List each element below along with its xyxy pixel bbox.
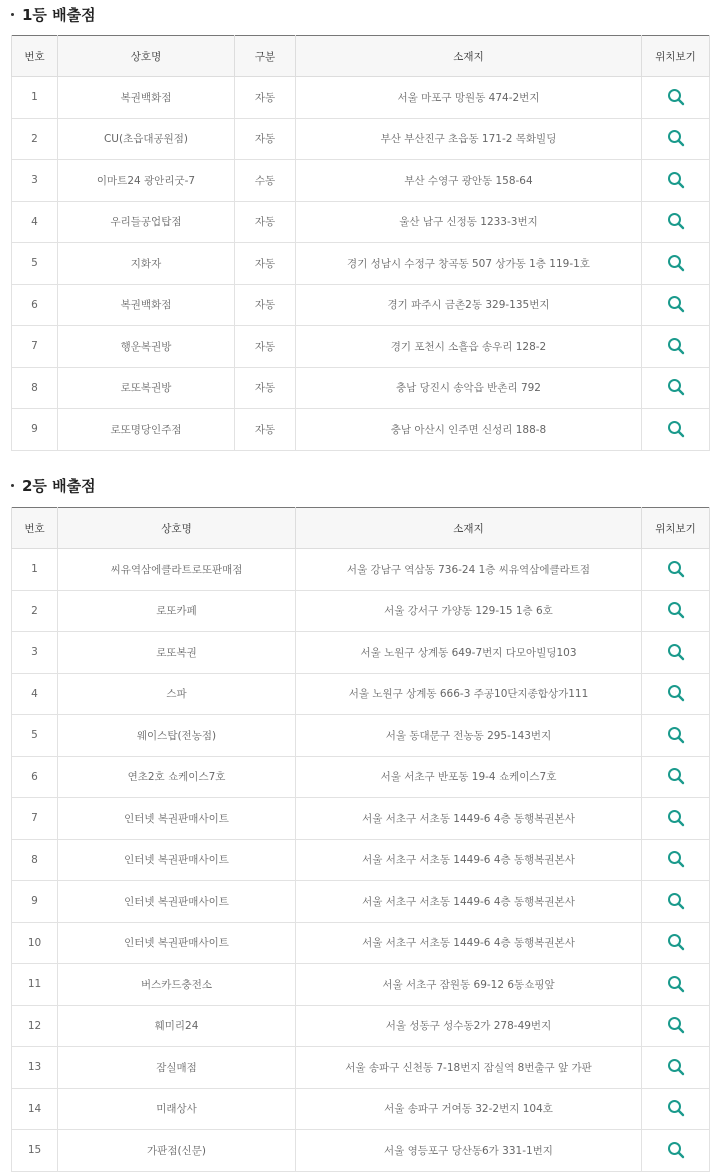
cell-address: 서울 강남구 역삼동 736-24 1층 씨유역삼에클라트점: [296, 549, 642, 591]
cell-address: 서울 서초구 서초동 1449-6 4층 동행복권본사: [296, 798, 642, 840]
table-row: [12, 590, 710, 632]
cell-address: 서울 송파구 거여동 32-2번지 104호: [296, 1088, 642, 1130]
table-row: [12, 756, 710, 798]
cell-name: 인터넷 복권판매사이트: [58, 922, 296, 964]
table-row: [12, 715, 710, 757]
second-prize-table: [11, 507, 710, 1172]
cell-name: 잠실매점: [58, 1047, 296, 1089]
table-row: [12, 77, 710, 119]
table-row: [12, 673, 710, 715]
cell-no: 8: [12, 367, 58, 409]
cell-no: 1: [12, 549, 58, 591]
search-icon[interactable]: [665, 848, 687, 870]
table-row: [12, 409, 710, 451]
header-address: 소재지: [296, 36, 642, 77]
cell-no: 1: [12, 77, 58, 119]
table-row: [12, 839, 710, 881]
cell-map: [642, 590, 710, 632]
cell-address: 서울 영등포구 당산동6가 331-1번지: [296, 1130, 642, 1172]
header-map: 위치보기: [642, 36, 710, 77]
cell-address: 울산 남구 신정동 1233-3번지: [296, 201, 642, 243]
search-icon[interactable]: [665, 765, 687, 787]
cell-map: [642, 118, 710, 160]
cell-name: 이마트24 광안리굿-7: [58, 160, 235, 202]
section-2-title-text: 2등 배출점: [22, 477, 96, 495]
table-row: [12, 798, 710, 840]
cell-type: 자동: [235, 367, 296, 409]
table-row: [12, 243, 710, 285]
cell-no: 6: [12, 284, 58, 326]
cell-name: CU(초읍대공원점): [58, 118, 235, 160]
cell-map: [642, 160, 710, 202]
search-icon[interactable]: [665, 558, 687, 580]
cell-address: 서울 노원구 상계동 666-3 주공10단지종합상가111: [296, 673, 642, 715]
cell-no: 12: [12, 1005, 58, 1047]
cell-no: 9: [12, 409, 58, 451]
cell-address: 서울 송파구 신천동 7-18번지 잠실역 8번출구 앞 가판: [296, 1047, 642, 1089]
table-row: [12, 922, 710, 964]
table-row: [12, 1130, 710, 1172]
cell-map: [642, 673, 710, 715]
cell-no: 4: [12, 673, 58, 715]
cell-name: 로또명당인주점: [58, 409, 235, 451]
section-1-title: [10, 4, 96, 25]
cell-no: 13: [12, 1047, 58, 1089]
search-icon[interactable]: [665, 210, 687, 232]
cell-map: [642, 77, 710, 119]
cell-map: [642, 201, 710, 243]
search-icon[interactable]: [665, 252, 687, 274]
search-icon[interactable]: [665, 807, 687, 829]
table-row: [12, 549, 710, 591]
table-row: [12, 160, 710, 202]
cell-no: 3: [12, 160, 58, 202]
bullet: [11, 13, 14, 16]
cell-no: 3: [12, 632, 58, 674]
cell-map: [642, 1047, 710, 1089]
cell-address: 경기 파주시 금촌2동 329-135번지: [296, 284, 642, 326]
cell-name: 훼미리24: [58, 1005, 296, 1047]
table-row: [12, 1047, 710, 1089]
header-no: 번호: [12, 36, 58, 77]
cell-name: 미래상사: [58, 1088, 296, 1130]
cell-map: [642, 922, 710, 964]
table-header-row: [12, 508, 710, 549]
search-icon[interactable]: [665, 1056, 687, 1078]
cell-address: 서울 동대문구 전농동 295-143번지: [296, 715, 642, 757]
cell-address: 서울 서초구 반포동 19-4 쇼케이스7호: [296, 756, 642, 798]
header-type: 구분: [235, 36, 296, 77]
cell-name: 복권백화점: [58, 77, 235, 119]
cell-no: 11: [12, 964, 58, 1006]
cell-no: 5: [12, 243, 58, 285]
search-icon[interactable]: [665, 169, 687, 191]
cell-map: [642, 964, 710, 1006]
cell-name: 가판점(신문): [58, 1130, 296, 1172]
cell-name: 로또복권: [58, 632, 296, 674]
cell-name: 행운복권방: [58, 326, 235, 368]
cell-type: 자동: [235, 243, 296, 285]
search-icon[interactable]: [665, 376, 687, 398]
cell-no: 6: [12, 756, 58, 798]
cell-map: [642, 881, 710, 923]
cell-address: 서울 강서구 가양동 129-15 1층 6호: [296, 590, 642, 632]
search-icon[interactable]: [665, 599, 687, 621]
cell-address: 경기 성남시 수정구 창곡동 507 상가동 1층 119-1호: [296, 243, 642, 285]
search-icon[interactable]: [665, 418, 687, 440]
cell-name: 지화자: [58, 243, 235, 285]
first-prize-table: [11, 35, 710, 451]
cell-address: 충남 당진시 송악읍 반촌리 792: [296, 367, 642, 409]
header-address: 소재지: [296, 508, 642, 549]
cell-name: 스파: [58, 673, 296, 715]
cell-map: [642, 756, 710, 798]
bullet: [11, 484, 14, 487]
cell-map: [642, 409, 710, 451]
cell-address: 서울 서초구 서초동 1449-6 4층 동행복권본사: [296, 922, 642, 964]
table-row: [12, 118, 710, 160]
cell-name: 인터넷 복권판매사이트: [58, 798, 296, 840]
table-row: [12, 201, 710, 243]
cell-address: 부산 수영구 광안동 158-64: [296, 160, 642, 202]
cell-address: 서울 서초구 서초동 1449-6 4층 동행복권본사: [296, 839, 642, 881]
cell-address: 서울 서초구 잠원동 69-12 6동쇼핑앞: [296, 964, 642, 1006]
cell-map: [642, 1088, 710, 1130]
search-icon[interactable]: [665, 86, 687, 108]
cell-type: 자동: [235, 409, 296, 451]
header-name: 상호명: [58, 36, 235, 77]
search-icon[interactable]: [665, 724, 687, 746]
cell-no: 2: [12, 118, 58, 160]
table-row: [12, 632, 710, 674]
cell-no: 4: [12, 201, 58, 243]
cell-map: [642, 367, 710, 409]
cell-name: 웨이스탑(전농점): [58, 715, 296, 757]
cell-type: 자동: [235, 326, 296, 368]
cell-type: 자동: [235, 118, 296, 160]
search-icon[interactable]: [665, 1014, 687, 1036]
cell-address: 서울 서초구 서초동 1449-6 4층 동행복권본사: [296, 881, 642, 923]
table-row: [12, 881, 710, 923]
cell-map: [642, 326, 710, 368]
cell-address: 충남 아산시 인주면 신성리 188-8: [296, 409, 642, 451]
cell-no: 5: [12, 715, 58, 757]
cell-address: 경기 포천시 소흘읍 송우리 128-2: [296, 326, 642, 368]
cell-no: 10: [12, 922, 58, 964]
header-map: 위치보기: [642, 508, 710, 549]
cell-no: 8: [12, 839, 58, 881]
table-row: [12, 1088, 710, 1130]
search-icon[interactable]: [665, 931, 687, 953]
search-icon[interactable]: [665, 1097, 687, 1119]
header-name: 상호명: [58, 508, 296, 549]
search-icon[interactable]: [665, 1139, 687, 1161]
cell-map: [642, 549, 710, 591]
cell-map: [642, 798, 710, 840]
table-row: [12, 326, 710, 368]
cell-map: [642, 632, 710, 674]
cell-no: 7: [12, 798, 58, 840]
cell-name: 연초2호 쇼케이스7호: [58, 756, 296, 798]
cell-map: [642, 284, 710, 326]
cell-name: 씨유역삼에클라트로또판매점: [58, 549, 296, 591]
cell-no: 7: [12, 326, 58, 368]
table-row: [12, 367, 710, 409]
cell-name: 인터넷 복권판매사이트: [58, 881, 296, 923]
cell-type: 자동: [235, 284, 296, 326]
cell-map: [642, 243, 710, 285]
cell-no: 9: [12, 881, 58, 923]
section-2-title: [10, 475, 96, 496]
section-1-title-text: 1등 배출점: [22, 6, 96, 24]
table-row: [12, 284, 710, 326]
cell-map: [642, 715, 710, 757]
search-icon[interactable]: [665, 890, 687, 912]
cell-name: 인터넷 복권판매사이트: [58, 839, 296, 881]
cell-address: 부산 부산진구 초읍동 171-2 목화빌딩: [296, 118, 642, 160]
cell-name: 버스카드충전소: [58, 964, 296, 1006]
table-row: [12, 1005, 710, 1047]
header-no: 번호: [12, 508, 58, 549]
cell-type: 수동: [235, 160, 296, 202]
cell-name: 로또복권방: [58, 367, 235, 409]
cell-no: 15: [12, 1130, 58, 1172]
cell-type: 자동: [235, 77, 296, 119]
search-icon[interactable]: [665, 973, 687, 995]
table-row: [12, 964, 710, 1006]
cell-map: [642, 1005, 710, 1047]
cell-no: 14: [12, 1088, 58, 1130]
cell-address: 서울 마포구 망원동 474-2번지: [296, 77, 642, 119]
cell-map: [642, 1130, 710, 1172]
search-icon[interactable]: [665, 682, 687, 704]
cell-name: 복권백화점: [58, 284, 235, 326]
cell-address: 서울 성동구 성수동2가 278-49번지: [296, 1005, 642, 1047]
search-icon[interactable]: [665, 641, 687, 663]
search-icon[interactable]: [665, 293, 687, 315]
cell-type: 자동: [235, 201, 296, 243]
cell-name: 우리들공업탑점: [58, 201, 235, 243]
cell-address: 서울 노원구 상계동 649-7번지 다모아빌딩103: [296, 632, 642, 674]
search-icon[interactable]: [665, 335, 687, 357]
table-header-row: [12, 36, 710, 77]
cell-name: 로또카페: [58, 590, 296, 632]
search-icon[interactable]: [665, 127, 687, 149]
cell-no: 2: [12, 590, 58, 632]
cell-map: [642, 839, 710, 881]
